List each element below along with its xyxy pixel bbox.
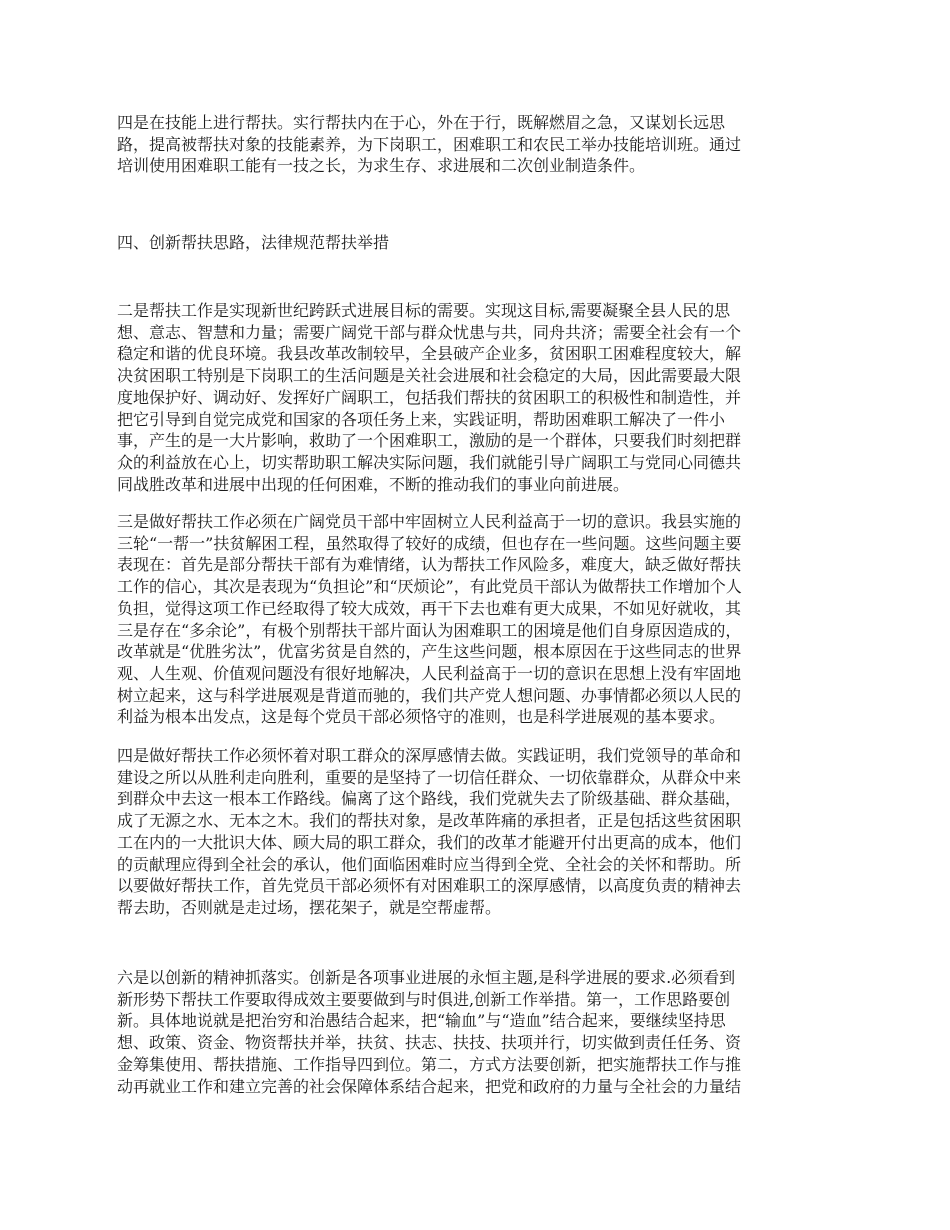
paragraph-need-for-support: 二是帮扶工作是实现新世纪跨跃式进展目标的需要。实现这目标,需要凝聚全县人民的思 想、意志、智慧和力量；需要广阔党干部与群众忧患与共，同舟共济；需要全社会有一个 稳定和谐的优良环境。我县改革改制较早，全县破产企业多，贫困职工困难程度较大，解 决贫困职工特别是下岗职工的生活问题是关社会进展和社会稳定的大局，因此需要最大限 度地保护好、调动好、发挥好广阔职工，包括我们帮扶的贫困职工的积极性和制造性，并 把它引导到自觉完成党和国家的各项任务上来，实践证明，帮助困难职工解决了一件小 事，产生的是一大片影响，救助了一个困难职工，激励的是一个群体，只要我们时刻把群 众的利益放在心上，切实帮助职工解决实际问题，我们就能引导广阔职工与党同心同德共 同战胜改革和进展中出现的任何困难，不断的推动我们的事业向前进展。	[117, 301, 742, 494]
paragraph-innovation: 六是以创新的精神抓落实。创新是各项事业进展的永恒主题,是科学进展的要求.必须看到 新形势下帮扶工作要取得成效主要要做到与时俱进,创新工作举措。第一，工作思路要创 新。具体地说就是把治穷和治愚结合起来，把“输血”与“造血”结合起来，要继续坚持思 想、政策、资金、物资帮扶并举，扶贫、扶志、扶技、扶项并行，切实做到责任任务、资 金筹集使用、帮扶措施、工作指导四到位。第二，方式方法要创新，把实施帮扶工作与推 动再就业工作和建立完善的社会保障体系结合起来，把党和政府的力量与全社会的力量结	[117, 968, 742, 1096]
paragraph-skill-support: 四是在技能上进行帮扶。实行帮扶内在于心，外在于行，既解燃眉之急，又谋划长远思 路，提高被帮扶对象的技能素养，为下岗职工，困难职工和农民工举办技能培训班。通过 培训使用困难职工能有一技之长，为求生存、求进展和二次创业制造条件。	[117, 113, 742, 176]
section-heading: 四、创新帮扶思路，法律规范帮扶举措	[117, 233, 390, 252]
paragraph-deep-feelings: 四是做好帮扶工作必须怀着对职工群众的深厚感情去做。实践证明，我们党领导的革命和 建设之所以从胜利走向胜利，重要的是坚持了一切信任群众、一切依靠群众，从群众中来 到群众中去这一根本工作路线。偏离了这个路线，我们党就失去了阶级基础、群众基础， 成了无源之水、无本之木。我们的帮扶对象，是改革阵痛的承担者，正是包括这些贫困职 工在内的一大批识大体、顾大局的职工群众，我们的改革才能避开付出更高的成本，他们 的贡献理应得到全社会的承认，他们面临困难时应当得到全党、全社会的关怀和帮助。所 以要做好帮扶工作，首先党员干部必须怀有对困难职工的深厚感情，以高度负责的精神去 帮去助，否则就是走过场，摆花架子，就是空帮虚帮。	[117, 746, 742, 917]
paragraph-people-interest: 三是做好帮扶工作必须在广阔党员干部中牢固树立人民利益高于一切的意识。我县实施的 三轮“一帮一”扶贫解困工程，虽然取得了较好的成绩，但也存在一些问题。这些问题主要 表现在：首先是部分帮扶干部有为难情绪，认为帮扶工作风险多，难度大，缺乏做好帮扶 工作的信心，其次是表现为“负担论”和“厌烦论”，有此党员干部认为做帮扶工作增加个人 负担，觉得这项工作已经取得了较大成效，再干下去也难有更大成果，不如见好就收，其 三是存在“多余论”，有极个别帮扶干部片面认为困难职工的困境是他们自身原因造成的， 改革就是“优胜劣汰”，优富劣贫是自然的，产生这些问题，根本原因在于这些同志的世界 观、人生观、价值观问题没有很好地解决，人民利益高于一切的意识在思想上没有牢固地 树立起来，这与科学进展观是背道而驰的，我们共产党人想问题、办事情都必须以人民的 利益为根本出发点，这是每个党员干部必须恪守的准则，也是科学进展观的基本要求。	[117, 512, 742, 727]
